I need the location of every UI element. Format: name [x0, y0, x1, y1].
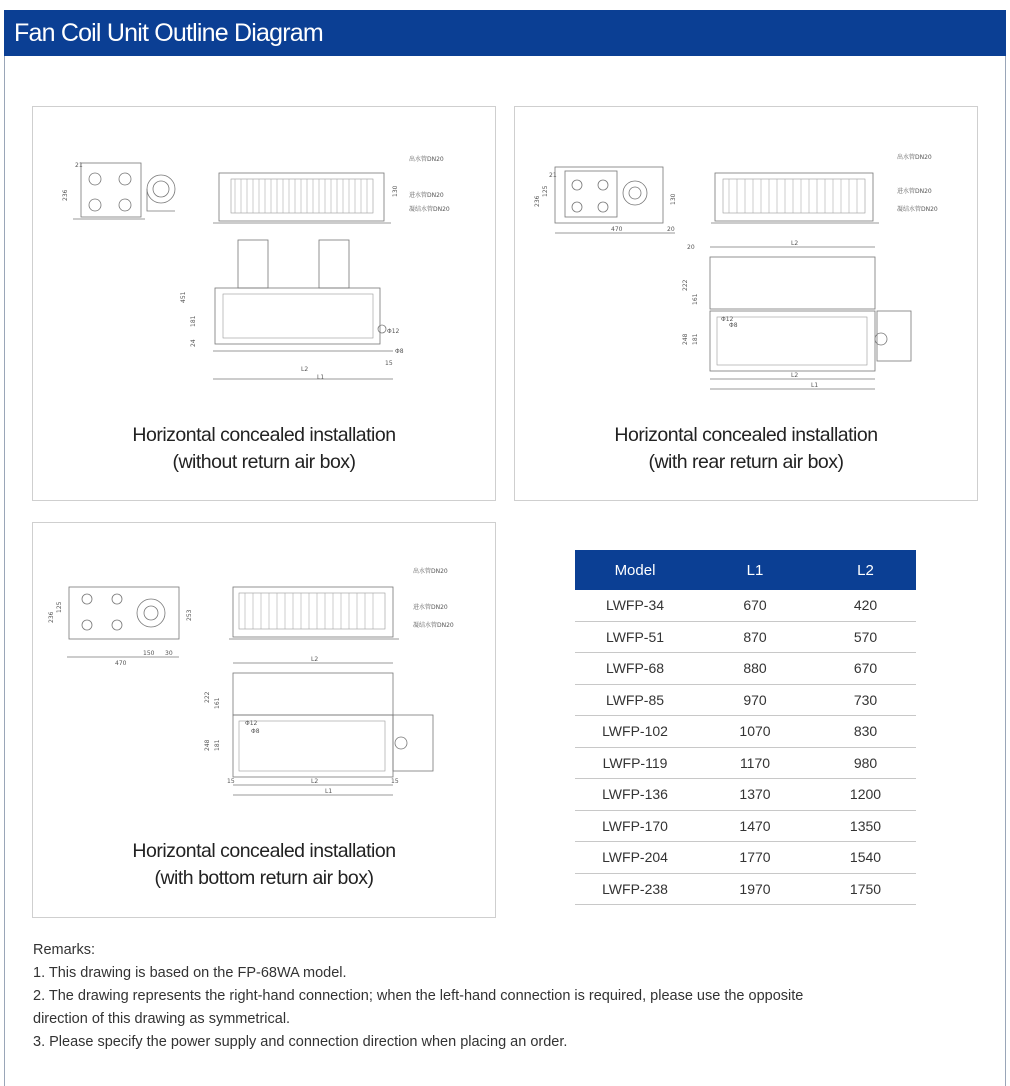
table-row [575, 684, 916, 716]
table-header-row [575, 550, 916, 590]
table-row [575, 810, 916, 842]
svg-text:236: 236 [534, 195, 541, 207]
cell-l1: 1070 [695, 716, 815, 748]
svg-text:凝结水管DN20: 凝结水管DN20 [413, 622, 454, 629]
caption-line-2: (without return air box) [172, 451, 356, 473]
svg-text:L2: L2 [791, 240, 799, 247]
remark-3: 3. Please specify the power supply and connection direction when placing an order. [33, 1034, 568, 1050]
cell-l1: 1470 [695, 810, 815, 842]
svg-text:130: 130 [392, 185, 399, 197]
outline-drawing-with-rear-return-air-box [515, 107, 977, 407]
table-row [575, 716, 916, 748]
svg-text:15: 15 [227, 778, 235, 785]
diagram-panel-with-bottom-return-air-box [32, 522, 496, 918]
cell-l1: 1170 [695, 747, 815, 779]
cell-model: LWFP-119 [575, 747, 695, 779]
cell-l1: 870 [695, 621, 815, 653]
svg-text:125: 125 [56, 601, 63, 613]
cell-l1: 1370 [695, 779, 815, 811]
table-row [575, 842, 916, 874]
diagram-caption [515, 422, 977, 476]
remark-2a: 2. The drawing represents the right-hand connection; when the left-hand connection is required, please use the opposite [33, 988, 804, 1004]
svg-text:进水管DN20: 进水管DN20 [413, 604, 448, 611]
cell-model: LWFP-68 [575, 653, 695, 685]
svg-text:222: 222 [204, 691, 211, 703]
svg-text:出水管DN20: 出水管DN20 [897, 154, 932, 161]
cell-l2: 730 [815, 684, 916, 716]
svg-text:181: 181 [190, 315, 197, 327]
svg-text:125: 125 [542, 185, 549, 197]
page-title: Fan Coil Unit Outline Diagram [14, 19, 323, 47]
diagram-panel-without-return-air-box [32, 106, 496, 501]
caption-line-2: (with rear return air box) [648, 451, 844, 473]
svg-text:Φ8: Φ8 [395, 348, 404, 355]
svg-text:253: 253 [186, 609, 193, 621]
svg-text:Φ12: Φ12 [245, 720, 258, 727]
svg-text:161: 161 [214, 697, 221, 709]
svg-text:进水管DN20: 进水管DN20 [409, 192, 444, 199]
section-header [4, 10, 1006, 56]
svg-text:20: 20 [667, 226, 675, 233]
svg-text:凝结水管DN20: 凝结水管DN20 [409, 206, 450, 213]
svg-text:15: 15 [391, 778, 399, 785]
svg-text:24: 24 [190, 339, 197, 347]
cell-model: LWFP-238 [575, 873, 695, 905]
cell-model: LWFP-34 [575, 590, 695, 621]
cell-l2: 420 [815, 590, 916, 621]
cell-l1: 880 [695, 653, 815, 685]
cell-l2: 980 [815, 747, 916, 779]
svg-text:150: 150 [143, 650, 155, 657]
cell-l2: 1540 [815, 842, 916, 874]
remarks-section [33, 939, 853, 1054]
caption-line-1: Horizontal concealed installation [132, 424, 396, 446]
svg-text:L1: L1 [317, 374, 325, 381]
svg-text:Φ8: Φ8 [251, 728, 260, 735]
cell-l2: 670 [815, 653, 916, 685]
diagram-caption [33, 422, 495, 476]
remarks-heading: Remarks: [33, 942, 96, 958]
cell-model: LWFP-51 [575, 621, 695, 653]
svg-text:20: 20 [687, 244, 695, 251]
header-l2: L2 [815, 550, 916, 590]
svg-text:181: 181 [692, 333, 699, 345]
svg-text:L1: L1 [811, 382, 819, 389]
cell-l2: 1200 [815, 779, 916, 811]
svg-text:248: 248 [204, 739, 211, 751]
svg-text:130: 130 [670, 193, 677, 205]
svg-text:进水管DN20: 进水管DN20 [897, 188, 932, 195]
cell-model: LWFP-102 [575, 716, 695, 748]
table-row [575, 747, 916, 779]
svg-text:30: 30 [165, 650, 173, 657]
svg-text:Φ12: Φ12 [387, 328, 400, 335]
caption-line-1: Horizontal concealed installation [614, 424, 878, 446]
svg-text:21: 21 [549, 172, 557, 179]
svg-text:181: 181 [214, 739, 221, 751]
cell-l1: 670 [695, 590, 815, 621]
svg-text:248: 248 [682, 333, 689, 345]
caption-line-1: Horizontal concealed installation [132, 840, 396, 862]
svg-text:L2: L2 [311, 778, 319, 785]
cell-model: LWFP-204 [575, 842, 695, 874]
outline-drawing-without-return-air-box [33, 107, 495, 407]
header-model: Model [575, 550, 695, 590]
cell-model: LWFP-136 [575, 779, 695, 811]
cell-l2: 830 [815, 716, 916, 748]
table-row [575, 873, 916, 905]
diagram-caption [33, 838, 495, 892]
table-row [575, 779, 916, 811]
cell-l2: 1350 [815, 810, 916, 842]
cell-l1: 1770 [695, 842, 815, 874]
outline-drawing-with-bottom-return-air-box [33, 523, 495, 823]
remark-1: 1. This drawing is based on the FP-68WA model. [33, 965, 347, 981]
remark-2b: direction of this drawing as symmetrical. [33, 1011, 291, 1027]
svg-text:Φ8: Φ8 [729, 322, 738, 329]
svg-text:161: 161 [692, 293, 699, 305]
header-l1: L1 [695, 550, 815, 590]
model-dimension-table [575, 550, 916, 905]
svg-text:L2: L2 [301, 366, 309, 373]
caption-line-2: (with bottom return air box) [154, 867, 374, 889]
svg-text:出水管DN20: 出水管DN20 [413, 568, 448, 575]
svg-text:15: 15 [385, 360, 393, 367]
svg-text:222: 222 [682, 279, 689, 291]
cell-model: LWFP-170 [575, 810, 695, 842]
svg-text:凝结水管DN20: 凝结水管DN20 [897, 206, 938, 213]
svg-text:236: 236 [62, 189, 69, 201]
table-row [575, 590, 916, 621]
svg-text:21: 21 [75, 162, 83, 169]
svg-text:L2: L2 [791, 372, 799, 379]
cell-l2: 1750 [815, 873, 916, 905]
cell-l2: 570 [815, 621, 916, 653]
svg-text:L2: L2 [311, 656, 319, 663]
svg-text:470: 470 [611, 226, 623, 233]
svg-text:236: 236 [48, 611, 55, 623]
cell-l1: 970 [695, 684, 815, 716]
cell-model: LWFP-85 [575, 684, 695, 716]
table-row [575, 621, 916, 653]
table-row [575, 653, 916, 685]
svg-text:L1: L1 [325, 788, 333, 795]
svg-text:出水管DN20: 出水管DN20 [409, 156, 444, 163]
svg-text:Φ12: Φ12 [721, 316, 734, 323]
cell-l1: 1970 [695, 873, 815, 905]
top-strip [0, 0, 1010, 10]
diagram-panel-with-rear-return-air-box [514, 106, 978, 501]
svg-text:451: 451 [180, 291, 187, 303]
svg-text:470: 470 [115, 660, 127, 667]
